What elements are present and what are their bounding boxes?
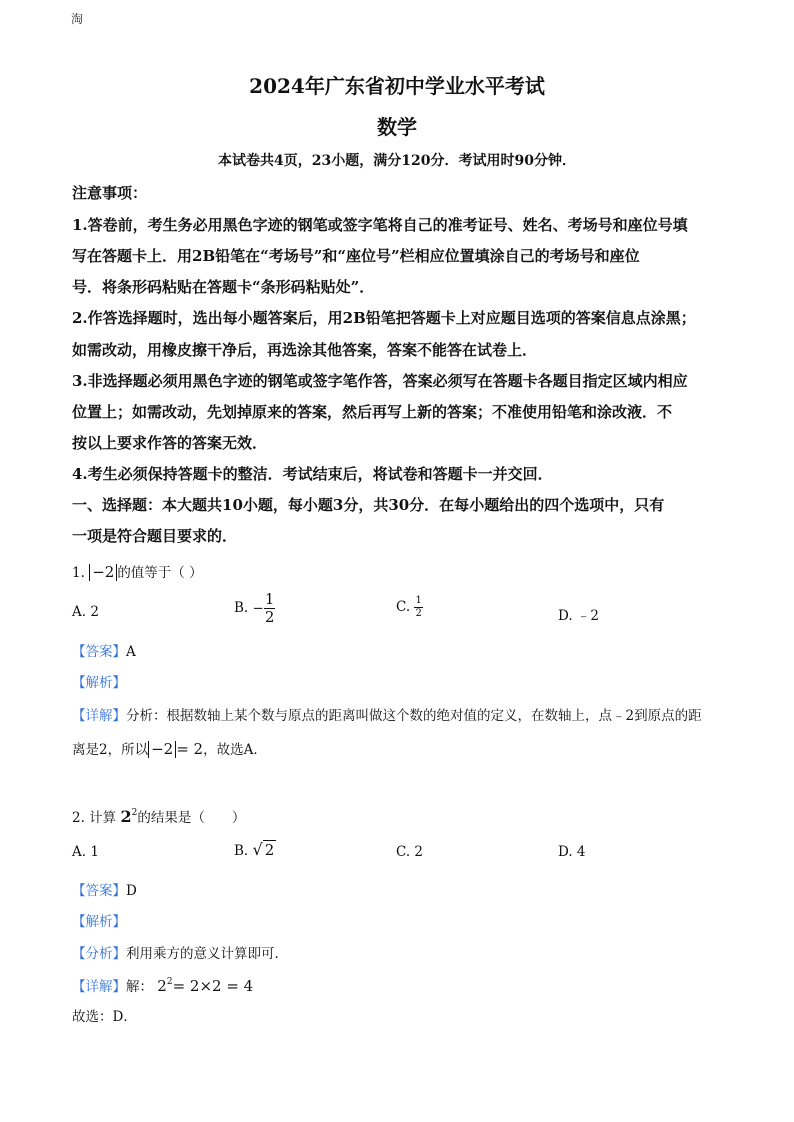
notes-line: 3.非选择题必须用黑色字迹的钢笔或签字笔作答，答案必须写在答题卡各题目指定区域内相应 [72, 372, 688, 390]
detail-tag: 【详解】 [72, 979, 126, 995]
analysis-sub-tag: 【分析】 [72, 946, 126, 962]
q1-number: 1. [72, 565, 85, 581]
notes-line: 2.作答选择题时，选出每小题答案后，用2B铅笔把答题卡上对应题目选项的答案信息点涂黑； [72, 309, 696, 327]
corner-mark: 淘 [71, 12, 84, 26]
q1-option-b-label: B. [234, 600, 249, 616]
q1-detail-line2 [72, 738, 267, 758]
exam-info: 本试卷共4页，23小题，满分120分．考试用时90分钟． [218, 153, 576, 169]
section-heading-cont: 一项是符合题目要求的． [72, 527, 238, 545]
answer-tag: 【答案】 [72, 883, 126, 899]
q2-base: 2 [120, 807, 132, 826]
q2-analysis [72, 942, 288, 962]
subject-title: 数学 [377, 115, 417, 139]
q2-option-a: A. 1 [72, 844, 99, 860]
q2-option-c: C. 2 [396, 844, 424, 860]
detail-tag: 【详解】 [72, 708, 126, 724]
q2-option-b-radical: √ 2 [252, 840, 275, 859]
notes-line: 按以上要求作答的答案无效． [72, 434, 268, 452]
q1-option-a: A. 2 [72, 604, 99, 620]
q2-detail-expression: = 2×2 = 4 [172, 977, 254, 995]
q1-detail-suffix: ，故选A． [203, 742, 267, 758]
q2-conclusion: 故选：D． [72, 1009, 137, 1025]
q2-option-b [234, 840, 276, 859]
q1-stem [72, 561, 203, 581]
q2-analysis-tag: 【解析】 [72, 914, 126, 930]
notes-heading: 注意事项： [72, 184, 148, 202]
q1-analysis-tag: 【解析】 [72, 675, 126, 691]
q1-option-c-label: C. [396, 599, 411, 615]
q2-detail-prefix: 解： [126, 979, 153, 995]
q2-detail-exponent: 2 [166, 977, 173, 987]
section-heading: 一、选择题：本大题共10小题，每小题3分，共30分．在每小题给出的四个选项中，只有 [72, 496, 665, 514]
q1-option-d: D. ﹣2 [558, 608, 600, 624]
q1-detail-abs: −2 [148, 741, 176, 758]
q2-number: 2. 计算 [72, 810, 117, 826]
q1-detail-text: 分析：根据数轴上某个数与原点的距离叫做这个数的绝对值的定义，在数轴上，点﹣2到原点的距 [126, 708, 702, 724]
q2-detail-base: 2 [157, 977, 167, 995]
exam-title: 2024年广东省初中学业水平考试 [249, 74, 545, 98]
q1-detail-text: 离是2，所以 [72, 742, 149, 758]
q1-option-b-fraction: $\frac{1}{2}$ [264, 590, 275, 626]
q1-stem-text: 的值等于（ ） [117, 565, 203, 581]
notes-line: 如需改动，用橡皮擦干净后，再选涂其他答案，答案不能答在试卷上． [72, 341, 538, 359]
notes-line: 1.答卷前，考生务必用黑色字迹的钢笔或签字笔将自己的准考证号、姓名、考场号和座位号填 [72, 216, 688, 234]
q1-option-c-fraction: $\frac{1}{2}$ [415, 595, 422, 619]
q1-option-b-sign: − [252, 600, 264, 617]
q1-option-b [234, 592, 275, 625]
q1-option-c [396, 596, 423, 619]
q1-abs-expression: −2 [89, 564, 117, 581]
q2-answer [72, 879, 137, 899]
q2-answer-value: D [126, 883, 137, 899]
q1-detail-eq: = 2 [176, 740, 204, 758]
q2-stem-text: 的结果是（ ） [137, 810, 246, 826]
q2-option-d: D. 4 [558, 844, 586, 860]
q2-stem [72, 806, 245, 826]
q2-exponent: 2 [131, 808, 138, 818]
notes-line: 写在答题卡上．用2B铅笔在“考场号”和“座位号”栏相应位置填涂自己的考场号和座位 [72, 247, 640, 265]
q2-analysis-text: 利用乘方的意义计算即可． [126, 946, 288, 962]
q1-detail-line1 [72, 704, 702, 724]
q2-detail [72, 975, 253, 995]
q1-answer-value: A [126, 644, 136, 660]
q1-answer [72, 640, 136, 660]
notes-line: 位置上；如需改动，先划掉原来的答案，然后再写上新的答案；不准使用铅笔和涂改液．不 [72, 403, 673, 421]
notes-line: 4.考生必须保持答题卡的整洁．考试结束后，将试卷和答题卡一并交回． [72, 465, 553, 483]
answer-tag: 【答案】 [72, 644, 126, 660]
notes-line: 号．将条形码粘贴在答题卡“条形码粘贴处”． [72, 278, 375, 296]
q2-option-b-label: B. [234, 843, 249, 859]
